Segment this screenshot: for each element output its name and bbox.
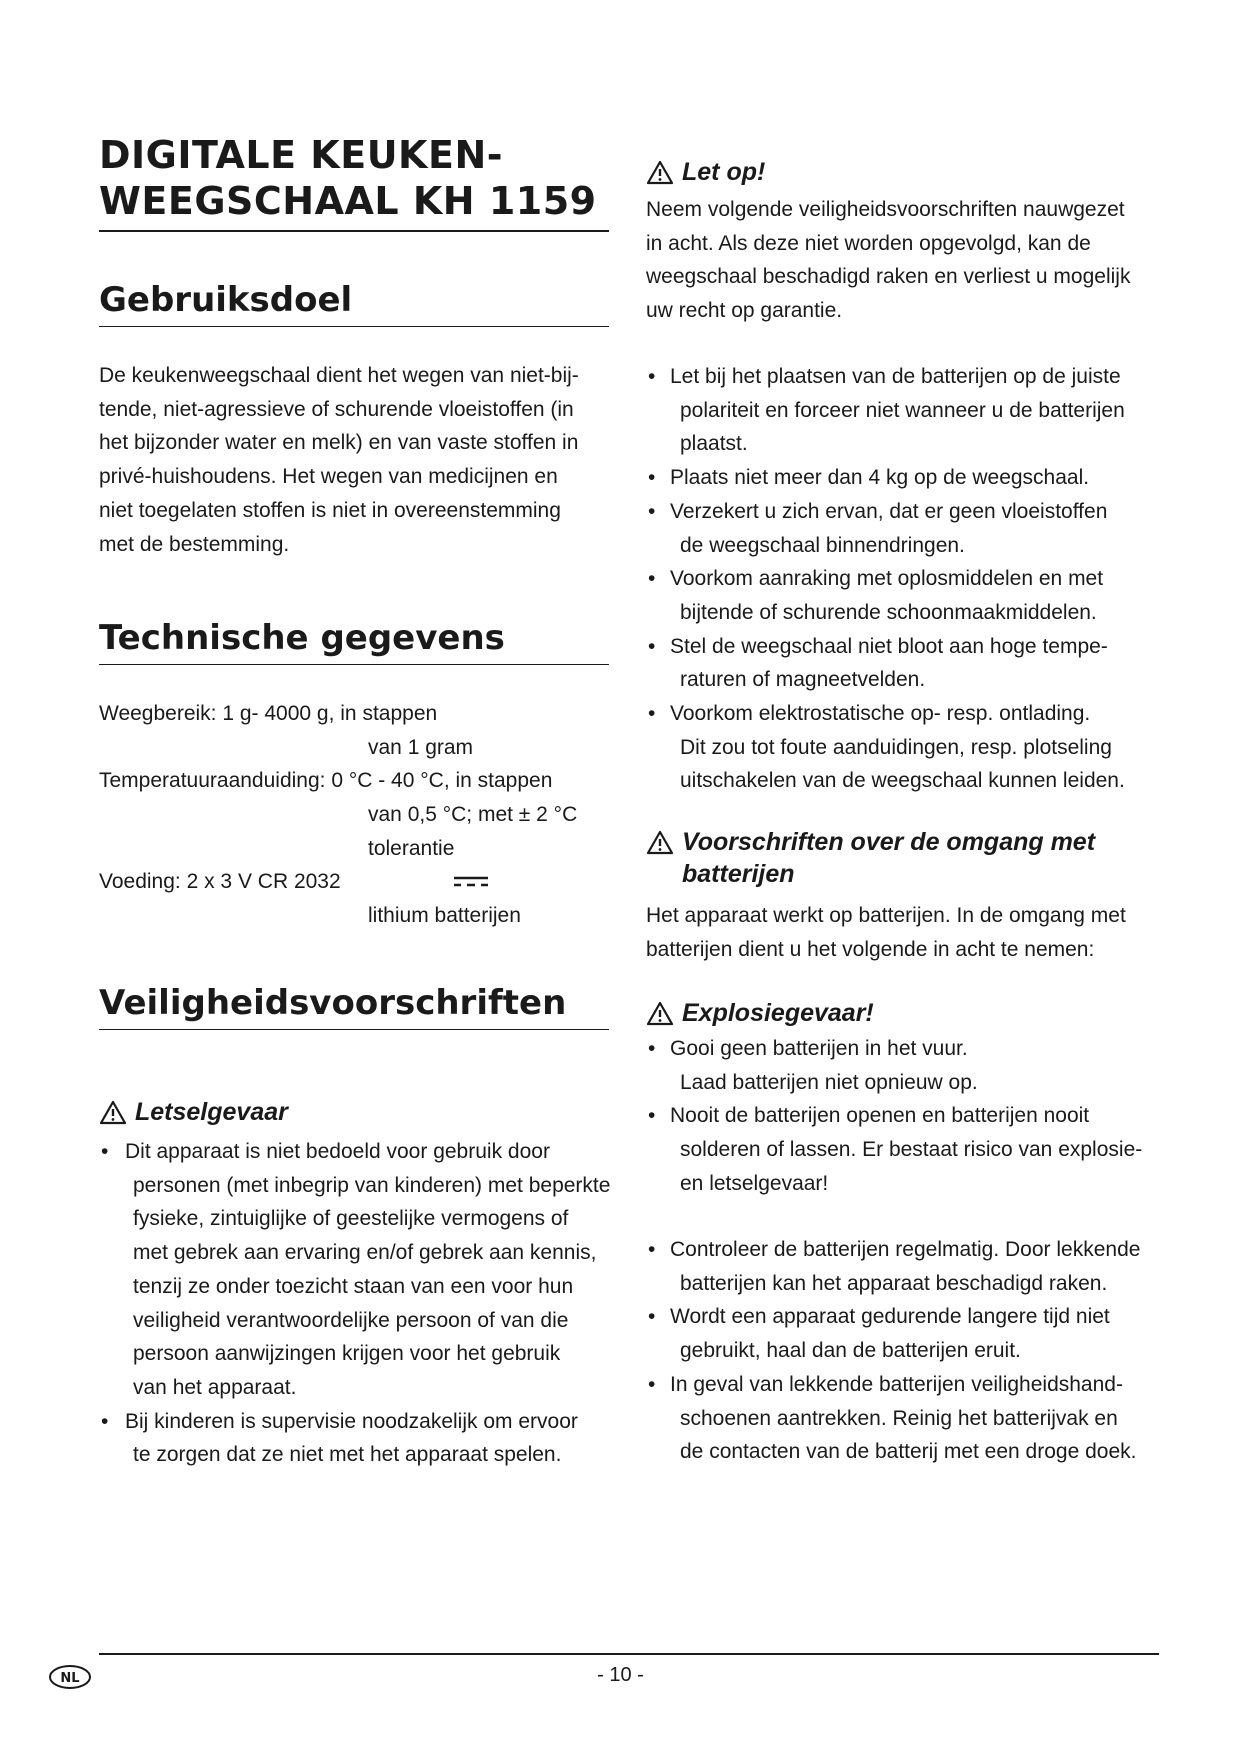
batterijen-text [646,899,1186,966]
text-line: in acht. Als deze niet worden opgevolgd, kan de [646,231,1091,255]
dc-current-icon [452,875,490,889]
text-line: • In geval van lekkende batterijen veiligheidshand- [670,1372,1123,1396]
text-line: • Let bij het plaatsen van de batterijen op de juiste [670,365,1121,388]
list-item [646,461,1186,495]
list-item [646,697,1186,798]
text-line: Neem volgende veiligheidsvoorschriften nauwgezet [646,198,1125,221]
batterij-onderhoud-list [646,1233,1186,1469]
text-line: schoenen aantrekken. Reinig het batterijvak en [680,1406,1118,1430]
text-line: • Plaats niet meer dan 4 kg op de weegschaal. [670,466,1090,490]
letselgevaar-list [99,1135,629,1472]
text-line: • Dit apparaat is niet bedoeld voor gebruik door [125,1140,550,1163]
text-line: tende, niet-agressieve of schurende vloeistoffen (in [99,397,574,421]
list-item [646,630,1186,697]
title-line-1: DIGITALE KEUKEN- [99,133,504,177]
spec-voeding-cont: lithium batterijen [368,904,521,928]
warning-triangle-icon [646,830,674,855]
text-line: weegschaal beschadigd raken en verliest u mogelijk [646,265,1131,289]
warning-title-line-1: Voorschriften over de omgang met [682,828,1096,856]
spec-temperatuur: Temperatuuraanduiding: 0 °C - 40 °C, in stappen [99,769,553,793]
text-line: De keukenweegschaal dient het wegen van niet-bij- [99,364,579,387]
warning-triangle-icon [646,160,674,185]
text-line: raturen of magneetvelden. [680,668,926,692]
text-line: tenzij ze onder toezicht staan van een voor hun [133,1274,574,1298]
let-op-list [646,360,1186,798]
page-number: - 10 - [597,1664,644,1686]
text-line: fysieke, zintuiglijke of geestelijke vermogens of [133,1207,569,1231]
warning-explosiegevaar [646,997,874,1029]
footer-divider [99,1653,1159,1655]
text-line: • Gooi geen batterijen in het vuur. [670,1037,968,1060]
title-line-2: WEEGSCHAAL KH 1159 [99,179,597,223]
text-line: niet toegelaten stoffen is niet in overeenstemming [99,498,561,522]
text-line: de contacten van de batterij met een droge doek. [680,1440,1137,1464]
warning-triangle-icon [646,1001,674,1026]
text-line: • Controleer de batterijen regelmatig. Door lekkende [670,1238,1141,1261]
text-line: het bijzonder water en melk) en van vaste stoffen in [99,431,579,455]
list-item [99,1135,629,1405]
spec-temperatuur-tolerantie: tolerantie [368,836,455,860]
warning-batterijen [646,826,1095,890]
text-line: plaatst. [680,432,748,456]
warning-let-op [646,156,765,188]
text-line: gebruikt, haal dan de batterijen eruit. [680,1339,1021,1363]
text-line: batterijen dient u het volgende in acht te nemen: [646,937,1095,961]
section-heading-technische-gegevens: Technische gegevens [99,618,609,665]
text-line: Het apparaat werkt op batterijen. In de omgang met [646,904,1126,927]
spec-voeding: Voeding: 2 x 3 V CR 2032 [99,870,341,894]
text-line: • Bij kinderen is supervisie noodzakelijk om ervoor [125,1409,578,1433]
text-line: persoon aanwijzingen krijgen voor het gebruik [133,1342,561,1366]
text-line: • Voorkom elektrostatische op- resp. ontlading. [670,702,1091,726]
section-heading-gebruiksdoel: Gebruiksdoel [99,280,609,327]
spec-weegbereik: Weegbereik: 1 g- 4000 g, in stappen [99,702,438,725]
text-line: uw recht op garantie. [646,299,843,323]
list-item [646,1233,1186,1300]
text-line: Dit zou tot foute aanduidingen, resp. plotseling [680,735,1112,759]
warning-triangle-icon [99,1100,127,1125]
warning-title-line-2: batterijen [682,860,795,888]
warning-title: Let op! [682,158,766,186]
text-line: bijtende of schurende schoonmaakmiddelen. [680,600,1097,624]
text-line: uitschakelen van de weegschaal kunnen leiden. [680,769,1125,793]
text-line: batterijen kan het apparaat beschadigd raken. [680,1271,1108,1295]
list-item [646,1032,1186,1099]
list-item [646,562,1186,629]
warning-letselgevaar [99,1096,288,1128]
list-item [646,495,1186,562]
text-line: • Nooit de batterijen openen en batterijen nooit [670,1104,1090,1128]
text-line: Laad batterijen niet opnieuw op. [680,1070,978,1094]
section-heading-veiligheid: Veiligheidsvoorschriften [99,983,609,1030]
warning-title: Letselgevaar [135,1098,288,1126]
text-line: • Stel de weegschaal niet bloot aan hoge tempe- [670,634,1108,658]
text-line: polariteit en forceer niet wanneer u de batterijen [680,398,1125,422]
list-item [99,1405,629,1472]
list-item [646,360,1186,461]
explosie-list [646,1032,1186,1201]
text-line: solderen of lassen. Er bestaat risico van explosie- [680,1138,1143,1162]
spec-weegbereik-cont: van 1 gram [368,735,474,759]
list-item [646,1300,1186,1367]
text-line: met de bestemming. [99,532,290,556]
let-op-text [646,193,1186,328]
technical-specs [99,697,619,933]
text-line: de weegschaal binnendringen. [680,533,965,557]
text-line: veiligheid verantwoordelijke persoon of van die [133,1308,569,1332]
warning-title: Explosiegevaar! [682,999,874,1027]
language-badge-label: NL [60,1671,80,1686]
gebruiksdoel-text [99,359,619,561]
list-item [646,1368,1186,1469]
text-line: privé-huishoudens. Het wegen van medicijnen en [99,465,558,489]
text-line: personen (met inbegrip van kinderen) met beperkte [133,1173,611,1197]
text-line: en letselgevaar! [680,1171,829,1195]
page-title [99,132,609,232]
text-line: • Voorkom aanraking met oplosmiddelen en met [670,567,1104,591]
spec-temperatuur-cont: van 0,5 °C; met ± 2 °C [368,803,578,827]
text-line: van het apparaat. [133,1375,297,1399]
text-line: met gebrek aan ervaring en/of gebrek aan kennis, [133,1241,597,1265]
list-item [646,1099,1186,1200]
text-line: • Verzekert u zich ervan, dat er geen vloeistoffen [670,499,1108,523]
text-line: te zorgen dat ze niet met het apparaat spelen. [133,1443,562,1467]
text-line: • Wordt een apparaat gedurende langere tijd niet [670,1305,1110,1329]
